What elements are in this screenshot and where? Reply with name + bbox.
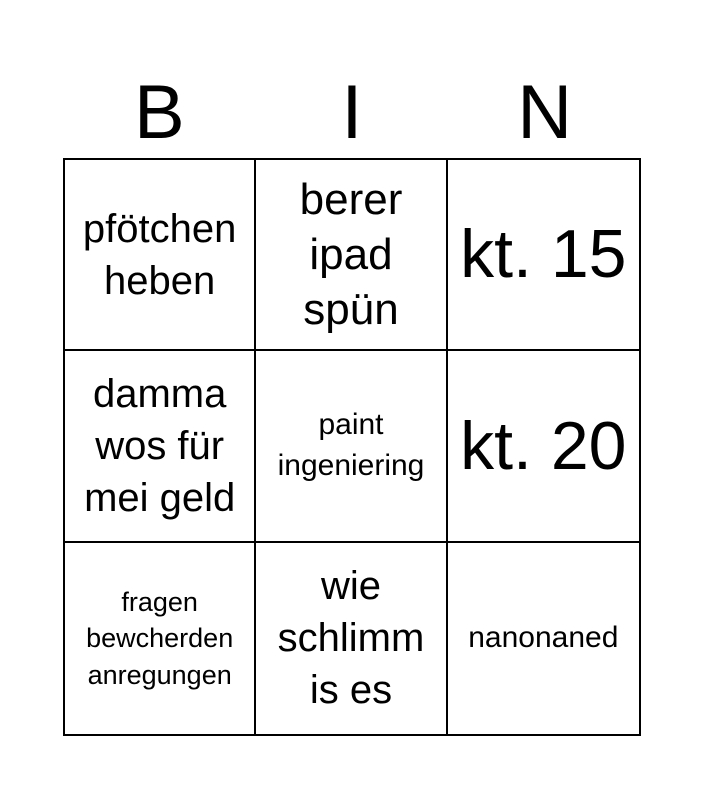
cell-text: pfötchen heben [82, 206, 237, 303]
bingo-cell-4[interactable] [65, 351, 256, 542]
cell-text: wie schlimm is es [277, 564, 425, 713]
header-letter-n: N [517, 70, 573, 155]
cell-text: fragen bewcherden anregungen [86, 586, 234, 690]
bingo-cell-7[interactable] [65, 543, 256, 734]
cell-text: paint ingeniering [277, 408, 425, 482]
bingo-header [63, 68, 641, 158]
cell-text: berer ipad spün [299, 175, 403, 335]
bingo-cell-8[interactable] [256, 543, 447, 734]
header-letter-i: I [341, 70, 363, 155]
bingo-cell-1[interactable] [65, 160, 256, 351]
cell-text: nanonaned [468, 621, 619, 655]
bingo-cell-3[interactable] [448, 160, 639, 351]
bingo-cell-5[interactable] [256, 351, 447, 542]
bingo-cell-9[interactable] [448, 543, 639, 734]
header-letter-b: B [133, 70, 185, 155]
cell-text: kt. 20 [460, 407, 627, 484]
bingo-cell-2[interactable] [256, 160, 447, 351]
bingo-board [63, 158, 641, 736]
cell-text: damma wos für mei geld [84, 371, 236, 520]
cell-text: kt. 15 [460, 216, 627, 293]
bingo-cell-6[interactable] [448, 351, 639, 542]
